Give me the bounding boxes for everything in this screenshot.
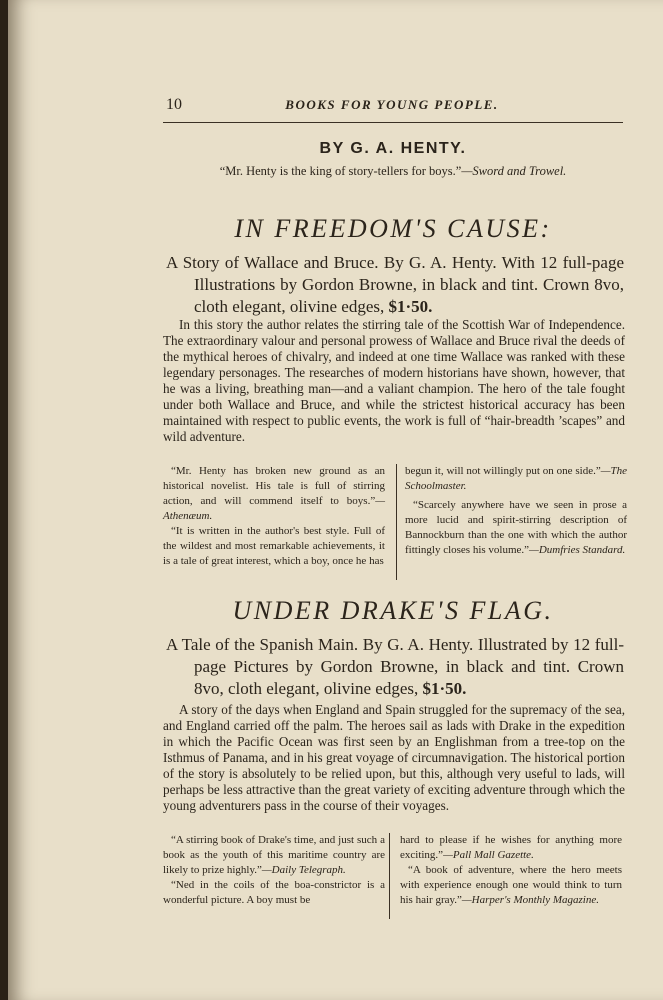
review: “Mr. Henty has broken new ground as an historical novelist. His tale is full of stirring action, and will commend itself to boys.”—Athenæum. — [163, 465, 385, 522]
book-blurb — [166, 252, 624, 318]
review: hard to please if he wishes for anything more exciting.”—Pall Mall Gazette. — [400, 834, 622, 861]
review: “It is written in the author's best style. Full of the wildest and most remarkable achievements, it is a tale of great interest, which a boy, once he has — [163, 525, 385, 567]
book-page — [8, 0, 663, 1000]
book-description: In this story the author relates the stirring tale of the Scottish War of Independence. The extraordinary valour and personal prowess of Wallace and Bruce rival the deeds of the mythical heroes of chivalry, and indeed at one time Wallace was ranked with these legendary personages. The researches of modern historians have shown, however, that he was a living, breathing man—and a valiant champion. The hero of the tale fought under both Wallace and Bruce, and while the strictest historical accuracy has been maintained with respect to public events, the work is full of “hair-breadth ’scapes” and wild adventure. — [163, 317, 625, 444]
review-source: —The Schoolmaster. — [405, 465, 627, 492]
review: begun it, will not willingly put on one side.”—The Schoolmaster. — [405, 465, 627, 492]
author-quote-text: “Mr. Henty is the king of story-tellers for boys.” — [219, 164, 462, 178]
author-quote-source: —Sword and Trowel. — [461, 164, 567, 178]
book-description: A story of the days when England and Spain struggled for the supremacy of the sea, and England carried off the palm. The heroes sail as lads with Drake in the expedition in which the Pacific Ocean was first seen by an Englishman from a tree-top on the Isthmus of Panama, and in his great voyage of circumnavigation. The historical portion of the story is absolutely to be relied upon, but this, although very useful to lads, will perhaps be less attractive than the great variety of exciting adventure through which the young adventurers pass in the course of their voyages. — [163, 702, 625, 813]
review-source: —Dumfries Standard. — [529, 544, 626, 556]
reviews-right-column — [405, 464, 627, 558]
header-rule — [163, 122, 623, 123]
book-price: $1·50. — [388, 297, 433, 316]
review-source: —Harper's Monthly Magazine. — [461, 894, 599, 906]
column-divider — [389, 833, 390, 919]
review-source: —Daily Telegraph. — [261, 864, 346, 876]
page-header — [160, 96, 624, 118]
running-title: BOOKS FOR YOUNG PEOPLE. — [285, 97, 499, 112]
review: “Scarcely anywhere have we seen in prose a more lucid and spirit-stirring description of Bannockburn than the one with which the author fittingly closes his volume.”—Dumfries Standard. — [405, 499, 627, 556]
review-source: —Pall Mall Gazette. — [443, 849, 534, 861]
reviews-left-column — [163, 464, 385, 569]
review: “A stirring book of Drake's time, and just such a book as the youth of this maritime country are likely to prize highly.”—Daily Telegraph. — [163, 834, 385, 876]
book-title: IN FREEDOM'S CAUSE: — [234, 214, 552, 243]
page-number: 10 — [166, 96, 182, 113]
book-blurb-text: A Tale of the Spanish Main. By G. A. Henty. Illustrated by 12 full-page Pictures by Gordon Browne, in black and tint. Crown 8vo, cloth elegant, olivine edges, — [166, 635, 624, 698]
author-heading: BY G. A. HENTY. — [319, 140, 467, 157]
book-blurb — [166, 634, 624, 700]
author-quote — [163, 164, 623, 179]
book-title: UNDER DRAKE'S FLAG. — [232, 596, 554, 625]
review: “A book of adventure, where the hero meets with experience enough one would think to turn his hair gray.”—Harper's Monthly Magazine. — [400, 864, 622, 906]
review: “Ned in the coils of the boa-constrictor is a wonderful picture. A boy must be — [163, 879, 385, 906]
book-price: $1·50. — [422, 679, 467, 698]
reviews-right-column — [400, 833, 622, 908]
review-source: —Athenæum. — [163, 495, 385, 522]
column-divider — [396, 464, 397, 580]
book-blurb-text: A Story of Wallace and Bruce. By G. A. Henty. With 12 full-page Illustrations by Gordon Browne, in black and tint. Crown 8vo, cloth elegant, olivine edges, — [166, 253, 624, 316]
reviews-left-column — [163, 833, 385, 908]
